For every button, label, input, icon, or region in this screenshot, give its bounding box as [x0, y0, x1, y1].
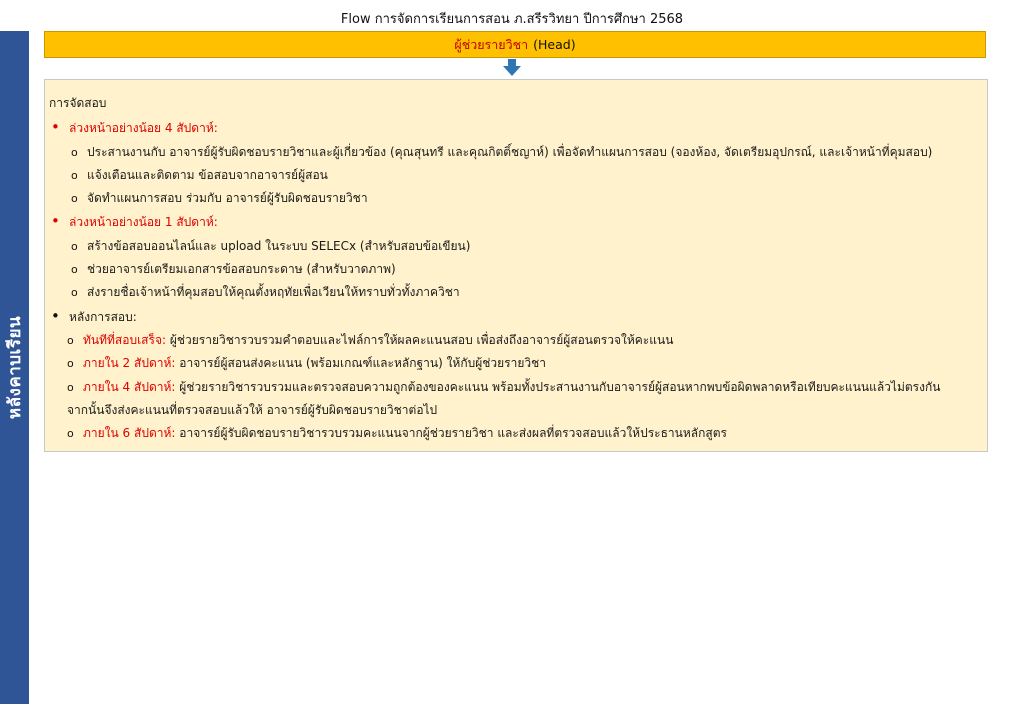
deadline-keyword: ภายใน 2 สัปดาห์:	[83, 356, 176, 371]
bullet-icon: •	[51, 306, 60, 325]
list-item	[49, 141, 979, 164]
item-text: ช่วยอาจารย์เตรียมเอกสารข้อสอบกระดาษ (สำหรับวาดภาพ)	[87, 262, 396, 277]
item-detail: ผู้ช่วยรายวิชารวบรวมและตรวจสอบความถูกต้องของคะแนน พร้อมทั้งประสานงานกับอาจารย์ผู้สอนหากพบข้อผิดพลาดหรือเทียบคะแนนแล้วไม่ตรงกัน	[179, 379, 941, 394]
head-role: ผู้ช่วยรายวิชา	[454, 36, 529, 52]
item-text: แจ้งเตือนและติดตาม ข้อสอบจากอาจารย์ผู้สอน	[87, 167, 328, 182]
circle-bullet-icon: o	[71, 145, 78, 159]
bullet-icon: •	[51, 212, 60, 231]
item-text: สร้างข้อสอบออนไลน์และ upload ในระบบ SELECx (สำหรับสอบข้อเขียน)	[87, 238, 471, 253]
item-text	[83, 376, 979, 399]
head-tag: (Head)	[533, 37, 576, 52]
head-box	[44, 31, 986, 58]
section-title: การจัดสอบ	[49, 96, 107, 110]
circle-bullet-icon: o	[67, 333, 74, 347]
item-text: ประสานงานกับ อาจารย์ผู้รับผิดชอบรายวิชาและผู้เกี่ยวข้อง (คุณสุนทรี และคุณกิตติ์ชญาห์) เพื่อจัดทำแผนการสอบ (จองห้อง, จัดเตรียมอุปกรณ์, และเจ้าหน้าที่คุมสอบ)	[87, 144, 933, 159]
phase-1-week-before	[49, 210, 979, 234]
list-item	[49, 258, 979, 281]
arrow-down-icon	[502, 59, 522, 77]
circle-bullet-icon: o	[71, 263, 78, 277]
list-item	[49, 235, 979, 258]
list-item-continuation	[49, 399, 979, 422]
list-item	[49, 187, 979, 210]
circle-bullet-icon: o	[67, 380, 74, 394]
circle-bullet-icon: o	[71, 239, 78, 253]
item-text: จัดทำแผนการสอบ ร่วมกับ อาจารย์ผู้รับผิดชอบรายวิชา	[87, 191, 368, 206]
list-item	[49, 352, 979, 375]
item-text: ส่งรายชื่อเจ้าหน้าที่คุมสอบให้คุณตั้งหฤทัยเพื่อเวียนให้ทราบทั่วทั้งภาควิชา	[87, 285, 460, 300]
item-detail: อาจารย์ผู้สอนส่งคะแนน (พร้อมเกณฑ์และหลักฐาน) ให้กับผู้ช่วยรายวิชา	[179, 356, 547, 371]
item-detail: ผู้ช่วยรายวิชารวบรวมคำตอบและไฟล์การให้ผลคะแนนสอบ เพื่อส่งถึงอาจารย์ผู้สอนตรวจให้คะแนน	[169, 332, 674, 347]
deadline-keyword: ภายใน 6 สัปดาห์:	[83, 426, 176, 441]
phase-label: ล่วงหน้าอย่างน้อย 1 สัปดาห์:	[69, 215, 218, 230]
list-item	[49, 376, 979, 399]
list-item	[49, 281, 979, 304]
circle-bullet-icon: o	[71, 286, 78, 300]
phase-4-weeks-before	[49, 116, 979, 140]
list-item	[49, 164, 979, 187]
list-item	[49, 422, 979, 445]
phase-label: ล่วงหน้าอย่างน้อย 4 สัปดาห์:	[69, 121, 218, 136]
side-label: หลังคาบเรียน	[5, 315, 26, 420]
deadline-keyword: ภายใน 4 สัปดาห์:	[83, 379, 176, 394]
content-box	[44, 79, 988, 452]
circle-bullet-icon: o	[71, 192, 78, 206]
item-text	[83, 422, 979, 445]
side-label-container	[0, 31, 29, 704]
item-text: จากนั้นจึงส่งคะแนนที่ตรวจสอบแล้วให้ อาจารย์ผู้รับผิดชอบรายวิชาต่อไป	[67, 402, 438, 417]
circle-bullet-icon: o	[67, 427, 74, 441]
phase-after-exam	[49, 305, 979, 329]
page-title: Flow การจัดการเรียนการสอน ภ.สรีรวิทยา ปีการศึกษา 2568	[340, 12, 684, 27]
item-text	[83, 352, 979, 375]
circle-bullet-icon: o	[67, 357, 74, 371]
item-detail: อาจารย์ผู้รับผิดชอบรายวิชารวบรวมคะแนนจากผู้ช่วยรายวิชา และส่งผลที่ตรวจสอบแล้วให้ประธานหลักสูตร	[179, 426, 727, 441]
deadline-keyword: ทันทีที่สอบเสร็จ:	[83, 332, 167, 347]
bullet-icon: •	[51, 118, 60, 137]
phase-label: หลังการสอบ:	[69, 309, 137, 324]
circle-bullet-icon: o	[71, 168, 78, 182]
item-text	[83, 329, 979, 352]
list-item	[49, 329, 979, 352]
